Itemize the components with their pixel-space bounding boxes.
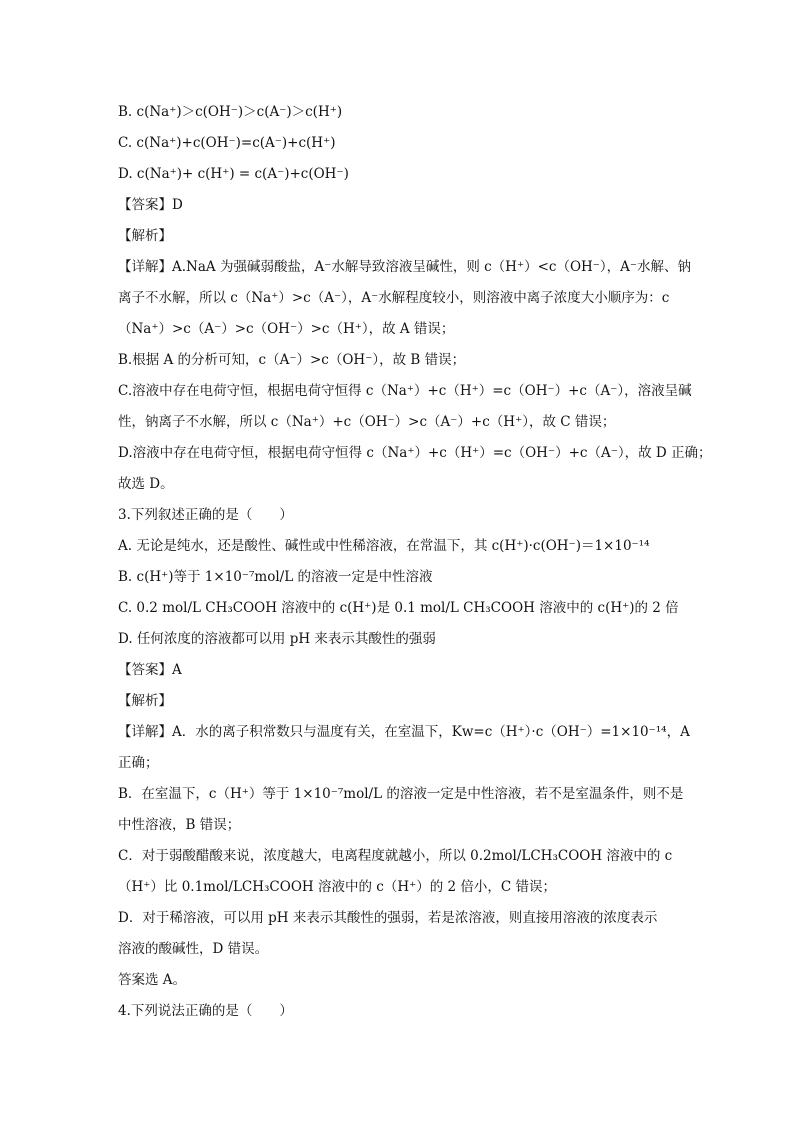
q3-conclusion: 答案选 A。 bbox=[118, 972, 187, 988]
q2-detail-line: （Na⁺）>c（A⁻）>c（OH⁻）>c（H⁺），故 A 错误； bbox=[118, 321, 455, 337]
q3-detail-line: C．对于弱酸醋酸来说，浓度越大，电离程度就越小，所以 0.2mol/LCH₃COOH 溶液中的 c bbox=[118, 848, 673, 864]
q2-answer: 【答案】D bbox=[118, 197, 183, 213]
q2-option-c: C. c(Na⁺)+c(OH⁻)=c(A⁻)+c(H⁺) bbox=[118, 135, 336, 151]
q2-analysis-heading: 【解析】 bbox=[118, 228, 172, 244]
q2-detail-line: C.溶液中存在电荷守恒，根据电荷守恒得 c（Na⁺）+c（H⁺）=c（OH⁻）+c（A⁻），溶液呈碱 bbox=[118, 383, 692, 399]
q3-detail-line: （H⁺）比 0.1mol/LCH₃COOH 溶液中的 c（H⁺）的 2 倍小，C 错误； bbox=[118, 879, 557, 895]
q2-detail-line: 【详解】A.NaA 为强碱弱酸盐，A⁻水解导致溶液呈碱性，则 c（H⁺）<c（OH⁻），A⁻水解、钠 bbox=[118, 259, 692, 275]
q3-option-b: B. c(H⁺)等于 1×10⁻⁷mol/L 的溶液一定是中性溶液 bbox=[118, 569, 433, 585]
q3-detail-line: D．对于稀溶液，可以用 pH 来表示其酸性的强弱，若是浓溶液，则直接用溶液的浓度表示 bbox=[118, 910, 658, 926]
q3-detail-line: B．在室温下，c（H⁺）等于 1×10⁻⁷mol/L 的溶液一定是中性溶液，若不是室温条件，则不是 bbox=[118, 786, 684, 802]
q3-detail-line: 中性溶液，B 错误； bbox=[118, 817, 241, 833]
q3-option-d: D. 任何浓度的溶液都可以用 pH 来表示其酸性的强弱 bbox=[118, 631, 436, 647]
q3-detail-line: 正确； bbox=[118, 755, 159, 771]
q2-detail-line: B.根据 A 的分析可知，c（A⁻）>c（OH⁻），故 B 错误； bbox=[118, 352, 466, 368]
q2-conclusion: 故选 D。 bbox=[118, 476, 174, 492]
q2-detail-line: D.溶液中存在电荷守恒，根据电荷守恒得 c（Na⁺）+c（H⁺）=c（OH⁻）+c（A⁻），故 D 正确； bbox=[118, 445, 712, 461]
q2-detail-line: 离子不水解，所以 c（Na⁺）>c（A⁻），A⁻水解程度较小，则溶液中离子浓度大小顺序为：c bbox=[118, 290, 670, 306]
q3-option-c: C. 0.2 mol/L CH₃COOH 溶液中的 c(H⁺)是 0.1 mol/L CH₃COOH 溶液中的 c(H⁺)的 2 倍 bbox=[118, 600, 679, 616]
q3-detail-line: 溶液的酸碱性，D 错误。 bbox=[118, 941, 269, 957]
q3-answer: 【答案】A bbox=[118, 662, 182, 678]
q3-detail-line: 【详解】A．水的离子积常数只与温度有关，在室温下，Kw=c（H⁺）·c（OH⁻）=1×10⁻¹⁴，A bbox=[118, 724, 690, 740]
q3-option-a: A. 无论是纯水，还是酸性、碱性或中性稀溶液，在常温下，其 c(H⁺)·c(OH⁻)＝1×10⁻¹⁴ bbox=[118, 538, 650, 554]
q2-option-d: D. c(Na⁺)+ c(H⁺) = c(A⁻)+c(OH⁻) bbox=[118, 166, 349, 182]
q3-stem: 3.下列叙述正确的是（ ） bbox=[118, 507, 293, 523]
q4-stem: 4.下列说法正确的是（ ） bbox=[118, 1003, 293, 1019]
q2-option-b: B. c(Na⁺)＞c(OH⁻)＞c(A⁻)＞c(H⁺) bbox=[118, 104, 343, 120]
q3-analysis-heading: 【解析】 bbox=[118, 693, 172, 709]
q2-detail-line: 性，钠离子不水解，所以 c（Na⁺）+c（OH⁻）>c（A⁻）+c（H⁺），故 C 错误； bbox=[118, 414, 616, 430]
